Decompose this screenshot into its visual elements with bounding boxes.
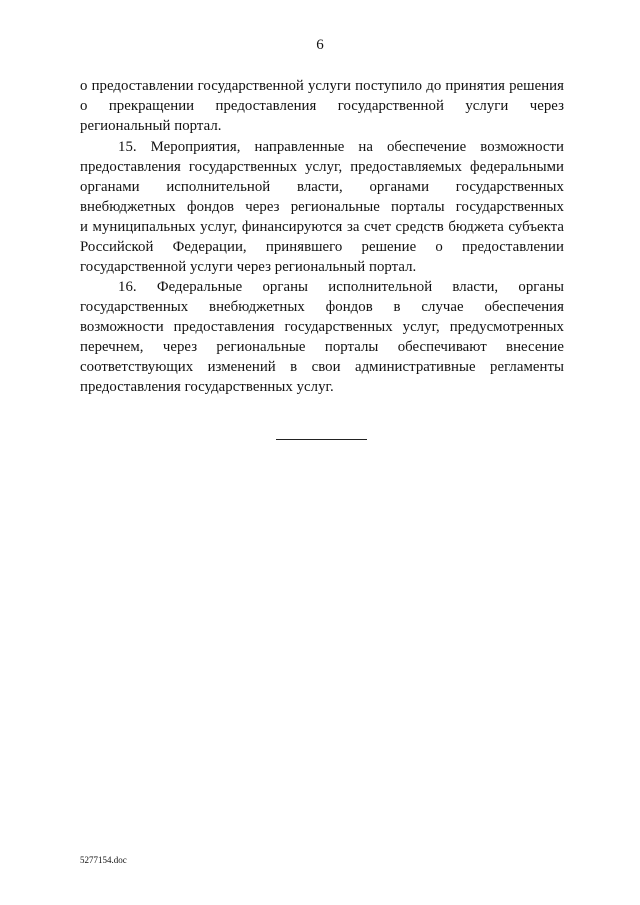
paragraph-line: внебюджетных фондов через региональные порталы государственных [80,199,564,215]
end-divider-line [276,439,367,440]
paragraph-line: органами исполнительной власти, органами государственных [80,179,564,195]
paragraph-line: 15. Мероприятия, направленные на обеспечение возможности [118,139,564,155]
page-number: 6 [316,37,324,53]
paragraph-line: предоставления государственных услуг, предоставляемых федеральными [80,159,564,175]
paragraph-line: 16. Федеральные органы исполнительной власти, органы [118,279,564,295]
paragraph-line: о предоставлении государственной услуги поступило до принятия решения [80,78,564,94]
paragraph-line: государственной услуги через региональный портал. [80,259,417,275]
paragraph-line: о прекращении предоставления государственной услуги через [80,98,564,114]
paragraph-line: перечнем, через региональные порталы обеспечивают внесение [80,339,564,355]
paragraph-line: региональный портал. [80,118,222,134]
document-code: 5277154.doc [80,855,127,865]
paragraph-line: и муниципальных услуг, финансируются за счет средств бюджета субъекта [80,219,564,235]
paragraph-line: Российской Федерации, принявшего решение о предоставлении [80,239,564,255]
paragraph-line: соответствующих изменений в свои административные регламенты [80,359,564,375]
paragraph-line: возможности предоставления государственных услуг, предусмотренных [80,319,564,335]
paragraph-line: предоставления государственных услуг. [80,379,334,395]
paragraph-line: государственных внебюджетных фондов в случае обеспечения [80,299,564,315]
